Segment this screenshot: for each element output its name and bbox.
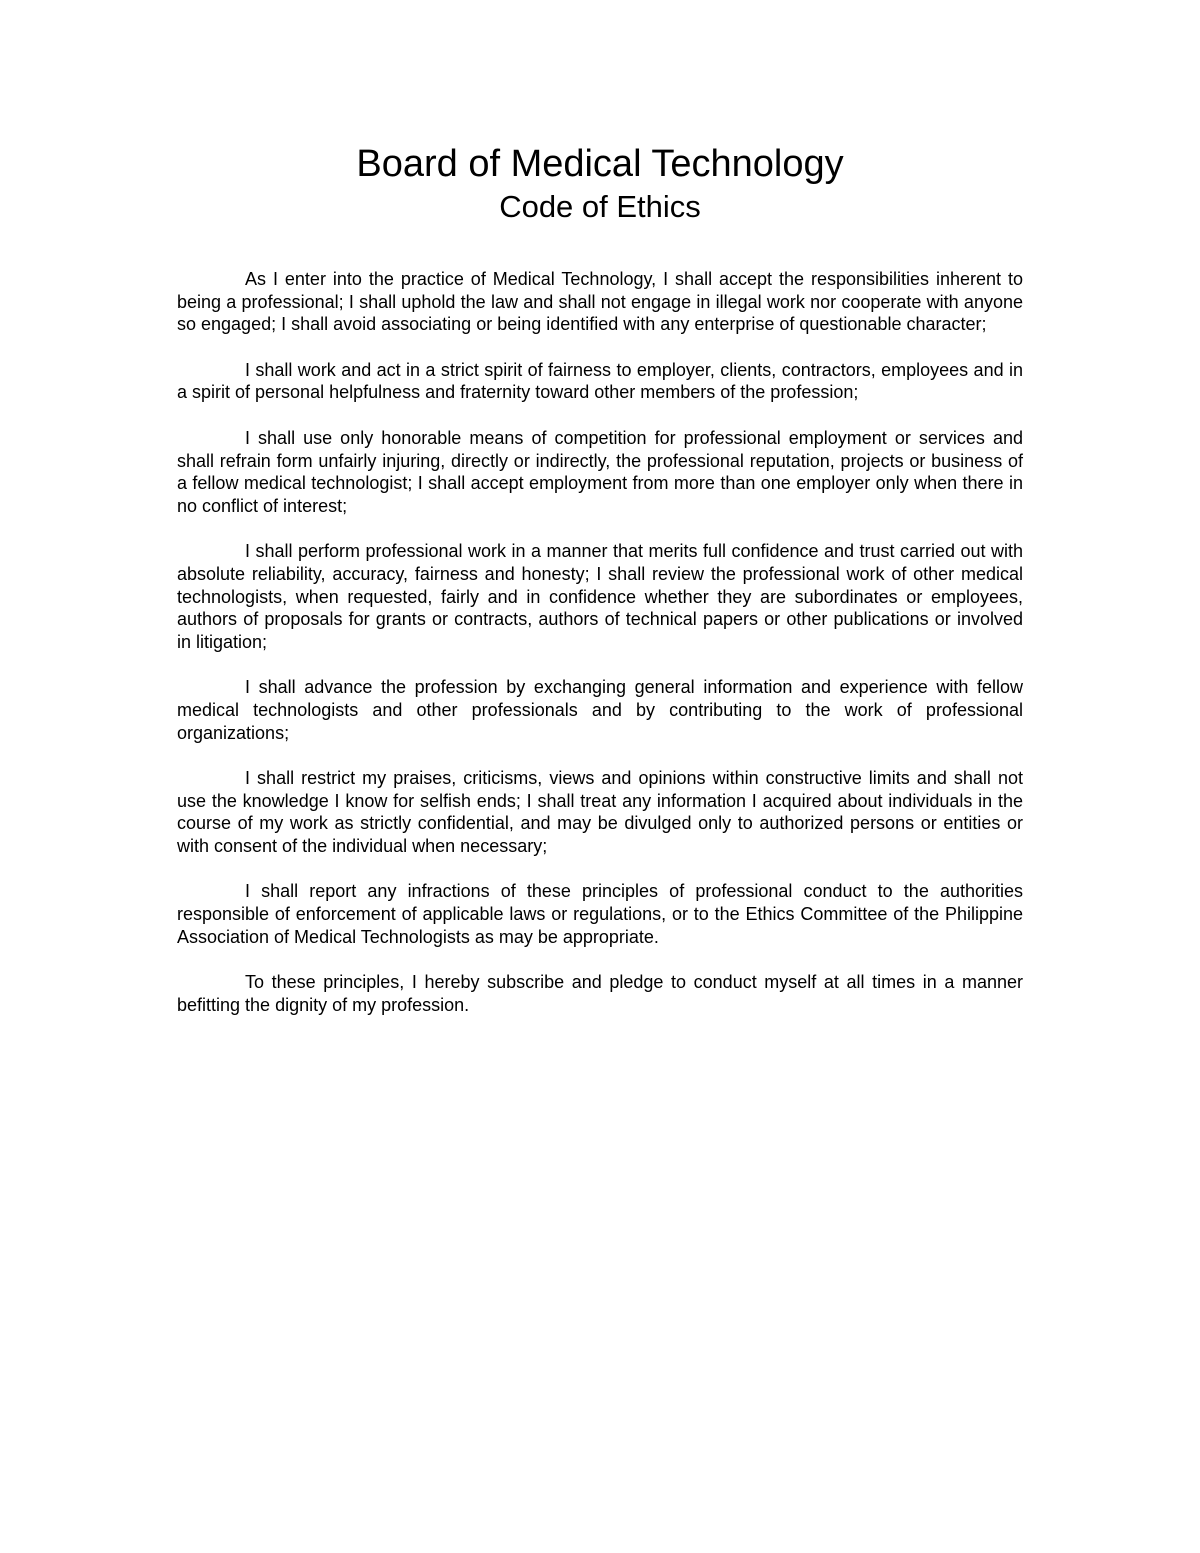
paragraph-fairness: I shall work and act in a strict spirit of fairness to employer, clients, contractors, employees and in a spirit of personal helpfulness and fraternity toward other members of the profession; <box>177 359 1023 403</box>
paragraph-advance-profession: I shall advance the profession by exchanging general information and experience with fellow medical technologists and other professionals and by contributing to the work of professional organizations; <box>177 677 1023 743</box>
document-title: Board of Medical Technology <box>356 143 844 185</box>
paragraph-responsibilities: As I enter into the practice of Medical Technology, I shall accept the responsibilities inherent to being a professional; I shall uphold the law and shall not engage in illegal work nor cooperate with anyone so engaged; I shall avoid associating or being identified with any enterprise of questionable character; <box>177 269 1023 335</box>
paragraph-report-infractions: I shall report any infractions of these principles of professional conduct to the authorities responsible of enforcement of applicable laws or regulations, or to the Ethics Committee of the Philippine Association of Medical Technologists as may be appropriate. <box>177 881 1023 947</box>
paragraph-pledge: To these principles, I hereby subscribe and pledge to conduct myself at all times in a manner befitting the dignity of my profession. <box>177 972 1023 1015</box>
paragraph-professional-work: I shall perform professional work in a manner that merits full confidence and trust carried out with absolute reliability, accuracy, fairness and honesty; I shall review the professional work of other medical technologists, when requested, fairly and in confidence whether they are subordinates or employees, authors of proposals for grants or contracts, authors of technical papers or other publications or involved in litigation; <box>177 541 1023 652</box>
document-body <box>177 268 1023 1039</box>
document-subtitle: Code of Ethics <box>499 189 701 224</box>
paragraph-confidentiality: I shall restrict my praises, criticisms, views and opinions within constructive limits and shall not use the knowledge I know for selfish ends; I shall treat any information I acquired about individuals in the course of my work as strictly confidential, and may be divulged only to authorized persons or entities or with consent of the individual when necessary; <box>177 768 1023 856</box>
paragraph-competition: I shall use only honorable means of competition for professional employment or services and shall refrain form unfairly injuring, directly or indirectly, the professional reputation, projects or business of a fellow medical technologist; I shall accept employment from more than one employer only when there in no conflict of interest; <box>177 427 1023 516</box>
